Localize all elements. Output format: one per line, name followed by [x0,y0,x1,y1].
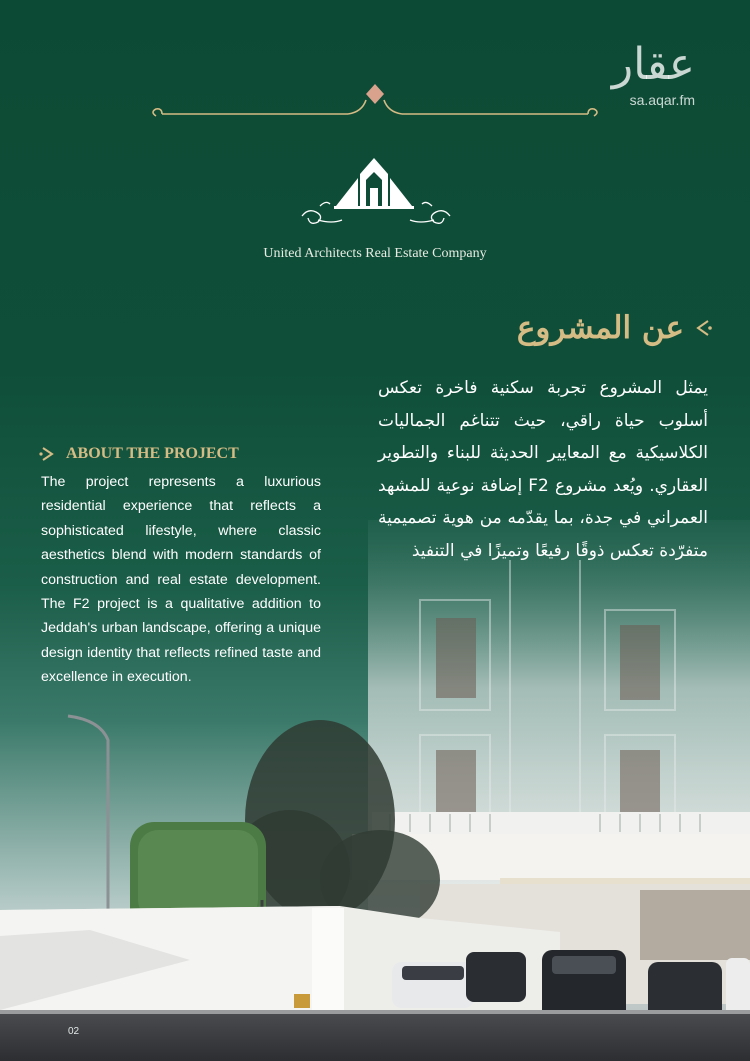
aqar-watermark [611,39,695,108]
ornament-divider-icon [148,82,602,126]
arabic-section-title: عن المشروع [516,310,684,346]
arrow-bullet-icon [38,444,58,464]
company-logo-icon [298,150,454,245]
english-section-title: ABOUT THE PROJECT [66,445,239,462]
english-section-heading [38,444,239,464]
arrow-bullet-icon [692,317,714,339]
arabic-section-heading [517,310,714,346]
page-number: 02 [68,1026,80,1037]
arabic-section-body: يمثل المشروع تجربة سكنية فاخرة تعكس أسلوب حياة راقي، حيث تتناغم الجماليات الكلاسيكية مع المعايير الحديثة للبناء والتطوير العقاري. ويُعد مشروع F2 إضافة نوعية للمشهد العمراني في جدة، بما يقدّمه من هوية تصميمية متفرّدة تعكس ذوقًا رفيعًا وتميزًا في التنفيذ [378,378,708,561]
english-section-body: The project represents a luxurious residential experience that reflects a sophisticated lifestyle, where classic aesthetics blend with modern standards of construction and real estate development. The F2 project is a qualitative addition to Jeddah's urban landscape, offering a unique design identity that reflects refined taste and excellence in execution. [41,474,321,686]
company-name: United Architects Real Estate Company [263,246,487,261]
aqar-logo-icon: عقار [611,39,695,90]
aqar-url: sa.aqar.fm [629,92,695,108]
